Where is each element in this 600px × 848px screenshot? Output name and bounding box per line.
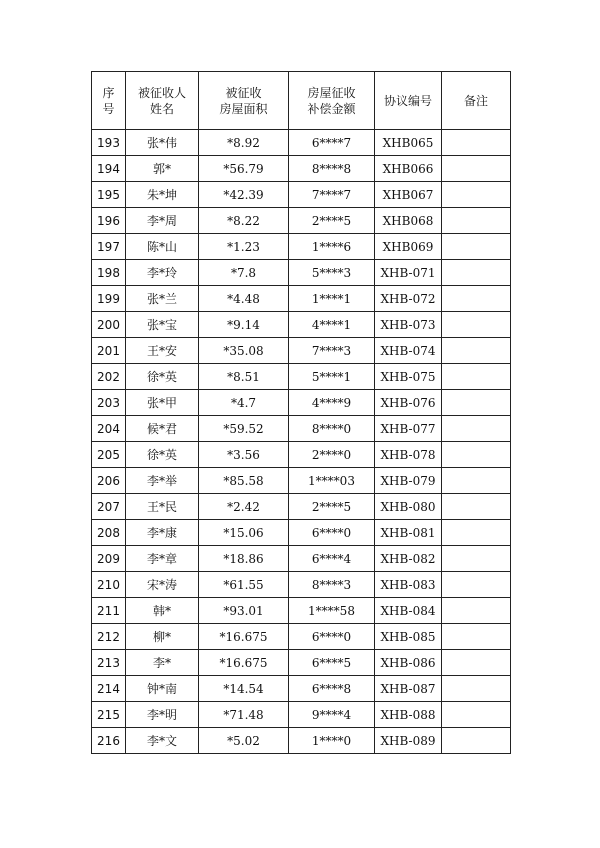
table-row	[92, 234, 511, 260]
header-agreement	[375, 72, 442, 130]
cell-remark	[442, 572, 511, 598]
cell-name: 徐*英	[126, 442, 199, 468]
header-area-line-1: 被征收	[225, 85, 262, 100]
cell-amount: 8****0	[289, 416, 375, 442]
table-row	[92, 676, 511, 702]
cell-area: *5.02	[199, 728, 289, 754]
cell-remark	[442, 676, 511, 702]
cell-agreement: XHB-072	[375, 286, 442, 312]
table-row	[92, 208, 511, 234]
cell-name: 宋*涛	[126, 572, 199, 598]
cell-no: 211	[92, 598, 126, 624]
cell-area: *35.08	[199, 338, 289, 364]
table-row	[92, 520, 511, 546]
cell-name: 李*举	[126, 468, 199, 494]
cell-amount: 5****3	[289, 260, 375, 286]
table-row	[92, 364, 511, 390]
cell-agreement: XHB-088	[375, 702, 442, 728]
cell-area: *8.51	[199, 364, 289, 390]
cell-agreement: XHB-085	[375, 624, 442, 650]
cell-area: *9.14	[199, 312, 289, 338]
cell-amount: 4****1	[289, 312, 375, 338]
table-row	[92, 130, 511, 156]
cell-name: 李*玲	[126, 260, 199, 286]
header-remark	[442, 72, 511, 130]
cell-area: *85.58	[199, 468, 289, 494]
cell-name: 李*康	[126, 520, 199, 546]
cell-name: 王*安	[126, 338, 199, 364]
cell-name: 朱*坤	[126, 182, 199, 208]
cell-no: 205	[92, 442, 126, 468]
cell-agreement: XHB-080	[375, 494, 442, 520]
cell-remark	[442, 442, 511, 468]
cell-agreement: XHB069	[375, 234, 442, 260]
header-no	[92, 72, 126, 130]
cell-name: 张*兰	[126, 286, 199, 312]
cell-remark	[442, 520, 511, 546]
cell-no: 201	[92, 338, 126, 364]
header-name-line-1: 被征收人	[137, 85, 186, 100]
cell-no: 210	[92, 572, 126, 598]
cell-no: 207	[92, 494, 126, 520]
cell-agreement: XHB066	[375, 156, 442, 182]
cell-amount: 8****3	[289, 572, 375, 598]
cell-amount: 5****1	[289, 364, 375, 390]
header-remark-line-1: 备注	[463, 93, 488, 108]
cell-name: 徐*英	[126, 364, 199, 390]
table-row	[92, 286, 511, 312]
compensation-table	[91, 71, 511, 754]
cell-no: 198	[92, 260, 126, 286]
cell-no: 212	[92, 624, 126, 650]
cell-agreement: XHB-082	[375, 546, 442, 572]
cell-name: 张*伟	[126, 130, 199, 156]
cell-agreement: XHB-075	[375, 364, 442, 390]
cell-agreement: XHB-079	[375, 468, 442, 494]
cell-no: 216	[92, 728, 126, 754]
cell-no: 194	[92, 156, 126, 182]
cell-amount: 2****0	[289, 442, 375, 468]
cell-amount: 7****7	[289, 182, 375, 208]
header-name	[126, 72, 199, 130]
cell-area: *71.48	[199, 702, 289, 728]
cell-area: *16.675	[199, 624, 289, 650]
header-amount-line-1: 房屋征收	[307, 85, 356, 100]
cell-agreement: XHB-071	[375, 260, 442, 286]
header-no-line-1: 序	[102, 85, 115, 100]
cell-area: *93.01	[199, 598, 289, 624]
cell-agreement: XHB-081	[375, 520, 442, 546]
header-amount-line-2: 补偿金额	[307, 101, 356, 116]
cell-amount: 6****5	[289, 650, 375, 676]
cell-agreement: XHB-076	[375, 390, 442, 416]
cell-no: 209	[92, 546, 126, 572]
cell-amount: 6****4	[289, 546, 375, 572]
cell-amount: 6****8	[289, 676, 375, 702]
cell-name: 李*文	[126, 728, 199, 754]
cell-agreement: XHB-086	[375, 650, 442, 676]
cell-no: 203	[92, 390, 126, 416]
table-row	[92, 572, 511, 598]
cell-agreement: XHB-077	[375, 416, 442, 442]
cell-remark	[442, 156, 511, 182]
cell-remark	[442, 416, 511, 442]
cell-remark	[442, 338, 511, 364]
cell-remark	[442, 390, 511, 416]
cell-amount: 4****9	[289, 390, 375, 416]
cell-no: 208	[92, 520, 126, 546]
cell-area: *8.92	[199, 130, 289, 156]
cell-name: 韩*	[126, 598, 199, 624]
cell-name: 陈*山	[126, 234, 199, 260]
cell-area: *59.52	[199, 416, 289, 442]
cell-remark	[442, 312, 511, 338]
header-area-line-2: 房屋面积	[219, 101, 268, 116]
table-row	[92, 598, 511, 624]
cell-remark	[442, 546, 511, 572]
cell-name: 张*甲	[126, 390, 199, 416]
cell-remark	[442, 208, 511, 234]
cell-remark	[442, 494, 511, 520]
cell-agreement: XHB-073	[375, 312, 442, 338]
cell-name: 张*宝	[126, 312, 199, 338]
table-row	[92, 546, 511, 572]
cell-remark	[442, 468, 511, 494]
cell-area: *18.86	[199, 546, 289, 572]
table-row	[92, 416, 511, 442]
cell-remark	[442, 598, 511, 624]
table-row	[92, 260, 511, 286]
cell-name: 郭*	[126, 156, 199, 182]
cell-name: 王*民	[126, 494, 199, 520]
header-row	[92, 72, 511, 130]
cell-area: *4.7	[199, 390, 289, 416]
table-body	[92, 130, 511, 754]
cell-amount: 2****5	[289, 494, 375, 520]
cell-area: *8.22	[199, 208, 289, 234]
table-row	[92, 494, 511, 520]
cell-agreement: XHB-074	[375, 338, 442, 364]
cell-no: 199	[92, 286, 126, 312]
cell-no: 200	[92, 312, 126, 338]
cell-amount: 9****4	[289, 702, 375, 728]
cell-amount: 7****3	[289, 338, 375, 364]
cell-no: 214	[92, 676, 126, 702]
cell-area: *3.56	[199, 442, 289, 468]
table-row	[92, 728, 511, 754]
cell-remark	[442, 182, 511, 208]
cell-name: 李*明	[126, 702, 199, 728]
cell-remark	[442, 364, 511, 390]
table-row	[92, 182, 511, 208]
cell-area: *16.675	[199, 650, 289, 676]
table-row	[92, 312, 511, 338]
table-row	[92, 156, 511, 182]
cell-agreement: XHB065	[375, 130, 442, 156]
cell-remark	[442, 234, 511, 260]
cell-amount: 6****0	[289, 624, 375, 650]
header-amount	[289, 72, 375, 130]
cell-agreement: XHB-078	[375, 442, 442, 468]
cell-remark	[442, 286, 511, 312]
cell-agreement: XHB-084	[375, 598, 442, 624]
header-no-line-2: 号	[102, 101, 115, 116]
cell-amount: 1****1	[289, 286, 375, 312]
cell-amount: 6****7	[289, 130, 375, 156]
cell-agreement: XHB-083	[375, 572, 442, 598]
cell-agreement: XHB067	[375, 182, 442, 208]
cell-remark	[442, 650, 511, 676]
cell-area: *14.54	[199, 676, 289, 702]
cell-remark	[442, 130, 511, 156]
cell-name: 李*章	[126, 546, 199, 572]
cell-no: 195	[92, 182, 126, 208]
cell-name: 钟*南	[126, 676, 199, 702]
cell-no: 213	[92, 650, 126, 676]
table-row	[92, 338, 511, 364]
table-row	[92, 468, 511, 494]
table-row	[92, 442, 511, 468]
cell-no: 215	[92, 702, 126, 728]
cell-no: 196	[92, 208, 126, 234]
cell-area: *2.42	[199, 494, 289, 520]
cell-area: *1.23	[199, 234, 289, 260]
cell-no: 197	[92, 234, 126, 260]
cell-agreement: XHB-089	[375, 728, 442, 754]
cell-remark	[442, 624, 511, 650]
table-row	[92, 390, 511, 416]
header-name-line-2: 姓名	[149, 101, 174, 116]
cell-remark	[442, 728, 511, 754]
cell-amount: 6****0	[289, 520, 375, 546]
cell-name: 柳*	[126, 624, 199, 650]
cell-area: *4.48	[199, 286, 289, 312]
cell-amount: 1****0	[289, 728, 375, 754]
cell-no: 202	[92, 364, 126, 390]
cell-amount: 1****6	[289, 234, 375, 260]
cell-area: *7.8	[199, 260, 289, 286]
cell-amount: 8****8	[289, 156, 375, 182]
table-row	[92, 702, 511, 728]
cell-area: *56.79	[199, 156, 289, 182]
cell-amount: 1****03	[289, 468, 375, 494]
header-agreement-line-1: 协议编号	[383, 93, 432, 108]
cell-name: 李*	[126, 650, 199, 676]
table-row	[92, 650, 511, 676]
cell-area: *15.06	[199, 520, 289, 546]
cell-agreement: XHB-087	[375, 676, 442, 702]
cell-amount: 1****58	[289, 598, 375, 624]
cell-agreement: XHB068	[375, 208, 442, 234]
cell-remark	[442, 702, 511, 728]
cell-amount: 2****5	[289, 208, 375, 234]
cell-name: 李*周	[126, 208, 199, 234]
cell-name: 候*君	[126, 416, 199, 442]
cell-remark	[442, 260, 511, 286]
cell-no: 206	[92, 468, 126, 494]
header-area	[199, 72, 289, 130]
cell-area: *61.55	[199, 572, 289, 598]
cell-no: 193	[92, 130, 126, 156]
cell-area: *42.39	[199, 182, 289, 208]
cell-no: 204	[92, 416, 126, 442]
table-row	[92, 624, 511, 650]
